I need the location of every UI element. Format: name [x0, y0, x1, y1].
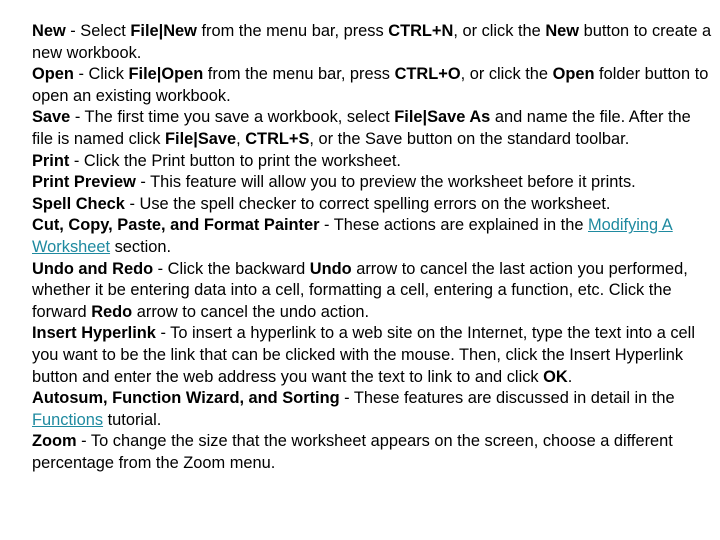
shortcut-key: CTRL+O — [394, 65, 461, 84]
button-name: OK — [543, 367, 568, 386]
entry-title-save: Save — [32, 108, 71, 127]
modifying-a-worksheet-link[interactable]: Modifying A Worksheet — [32, 216, 673, 256]
shortcut-key: CTRL+S — [245, 129, 310, 148]
menu-path: File|Save — [165, 129, 237, 148]
entry-text: - The first time you save a workbook, select — [70, 108, 395, 127]
document-body — [32, 21, 716, 474]
entry-save — [32, 107, 716, 150]
entry-title-print: Print — [32, 151, 70, 170]
entry-text: folder button to open an existing workbook. — [32, 65, 709, 105]
entry-text: , — [236, 129, 246, 148]
entry-text: - Click — [73, 65, 129, 84]
entry-text: - These actions are explained in the — [319, 216, 588, 235]
entry-text: , or the Save button on the standard toolbar. — [309, 129, 630, 148]
entry-print-preview — [32, 172, 716, 194]
functions-link[interactable]: Functions — [32, 410, 104, 429]
entry-print — [32, 151, 716, 173]
entry-text: from the menu bar, press — [203, 65, 395, 84]
entry-text: . — [567, 367, 573, 386]
entry-open — [32, 64, 716, 107]
entry-text: - Click the Print button to print the worksheet. — [69, 151, 401, 170]
entry-text: arrow to cancel the undo action. — [132, 302, 370, 321]
entry-title-new: New — [32, 22, 66, 40]
entry-text: - To change the size that the worksheet appears on the screen, choose a different percentage from the Zoom menu. — [32, 432, 673, 472]
entry-spell-check — [32, 194, 716, 216]
entry-cut-copy-paste — [32, 215, 716, 258]
entry-text: - To insert a hyperlink to a web site on the Internet, type the text into a cell you want to be the link that can be clicked with the mouse. Then, click the Insert Hyperlink button and enter the web address you want the text to link to and click — [32, 324, 695, 386]
entry-title-print-preview: Print Preview — [32, 173, 136, 192]
menu-path: File|Open — [128, 65, 204, 84]
entry-text: arrow to cancel the last action you performed, whether it be entering data into a cell, formatting a cell, entering a function, etc. Click the forward — [32, 259, 688, 321]
entry-insert-hyperlink — [32, 323, 716, 388]
entry-text: from the menu bar, press — [196, 22, 389, 40]
button-name: Undo — [309, 259, 352, 278]
button-name: Open — [552, 65, 595, 84]
entry-title-insert-hyperlink: Insert Hyperlink — [32, 324, 156, 343]
entry-text: - Click the backward — [153, 259, 310, 278]
entry-text: , or click the — [460, 65, 553, 84]
entry-text: - These features are discussed in detail in the — [339, 389, 675, 408]
entry-text: , or click the — [453, 22, 546, 40]
entry-title-undo-redo: Undo and Redo — [32, 259, 154, 278]
entry-undo-redo — [32, 259, 716, 324]
entry-text: section. — [110, 237, 172, 256]
entry-text: - This feature will allow you to preview the worksheet before it prints. — [135, 173, 636, 192]
entry-new — [32, 21, 716, 64]
entry-title-open: Open — [32, 65, 74, 84]
shortcut-key: CTRL+N — [388, 22, 454, 40]
entry-title-cut-copy-paste: Cut, Copy, Paste, and Format Painter — [32, 216, 320, 235]
menu-path: File|Save As — [394, 108, 491, 127]
entry-text: tutorial. — [103, 410, 162, 429]
entry-zoom — [32, 431, 716, 474]
entry-title-autosum: Autosum, Function Wizard, and Sorting — [32, 389, 340, 408]
menu-path: File|New — [130, 22, 197, 40]
entry-text: - Select — [65, 22, 131, 40]
entry-title-zoom: Zoom — [32, 432, 77, 451]
entry-text: - Use the spell checker to correct spelling errors on the worksheet. — [124, 194, 611, 213]
button-name: New — [545, 22, 580, 40]
entry-title-spell-check: Spell Check — [32, 194, 125, 213]
button-name: Redo — [91, 302, 133, 321]
entry-autosum — [32, 388, 716, 431]
entry-text: button to create a new workbook. — [32, 22, 712, 62]
entry-text: and name the file. After the file is named click — [32, 108, 691, 148]
